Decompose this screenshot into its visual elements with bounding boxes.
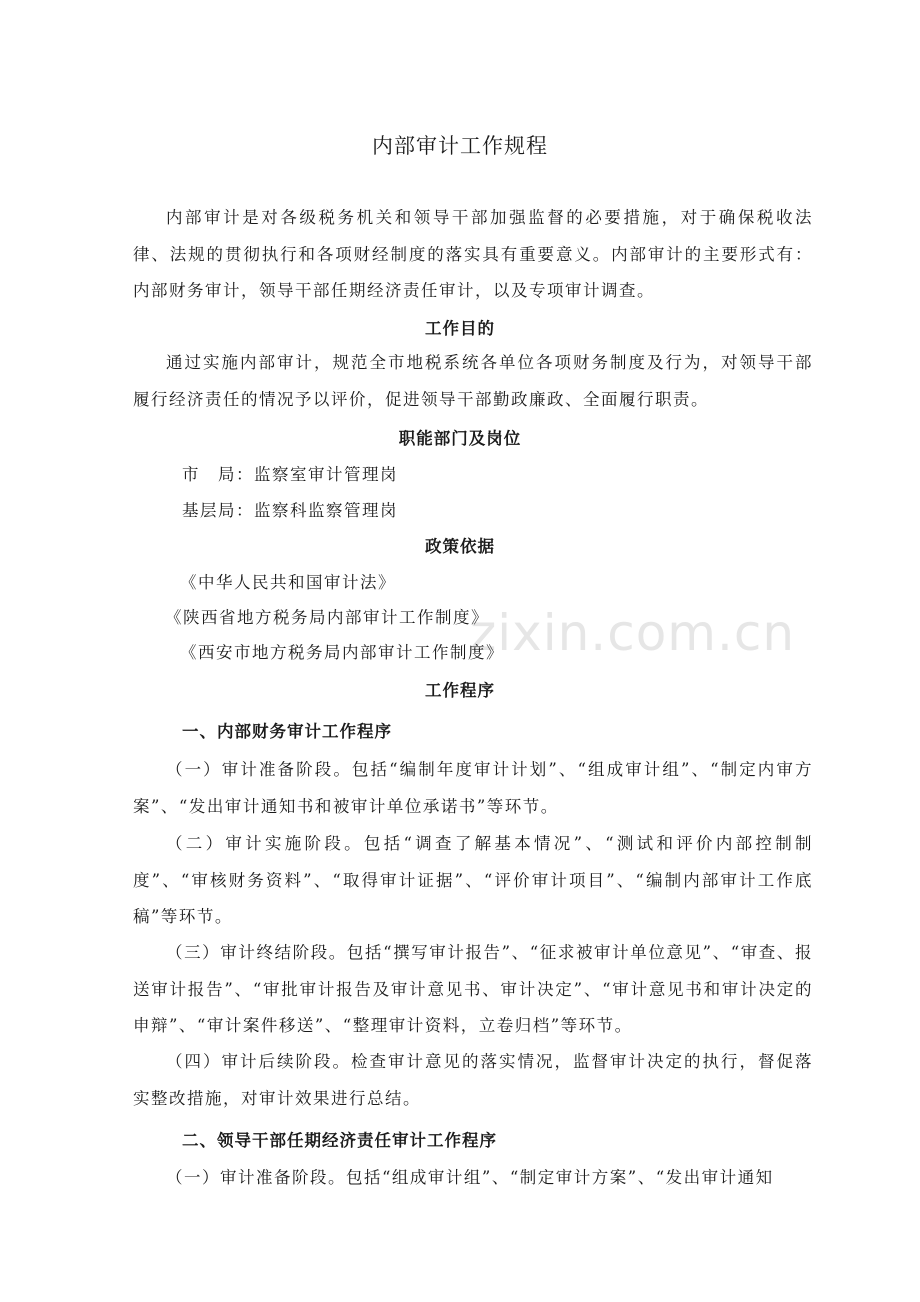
- section-1-paragraph-2: （二）审计实施阶段。包括“调查了解基本情况”、“测试和评价内部控制制度”、“审核财务资料”、“取得审计证据”、“评价审计项目”、“编制内部审计工作底稿”等环节。: [133, 834, 813, 926]
- section-1-paragraph-4: （四）审计后续阶段。检查审计意见的落实情况，监督审计决定的执行，督促落实整改措施，对审计效果进行总结。: [133, 1052, 813, 1108]
- heading-procedure: 工作程序: [425, 681, 495, 700]
- section-1-title: 一、内部财务审计工作程序: [182, 722, 392, 741]
- policy-item-1: 《中华人民共和国审计法》: [180, 573, 396, 592]
- purpose-paragraph: 通过实施内部审计，规范全市地税系统各单位各项财务制度及行为，对领导干部履行经济责任的情况予以评价，促进领导干部勤政廉政、全面履行职责。: [133, 353, 813, 409]
- policy-item-3: 《西安市地方税务局内部审计工作制度》: [180, 643, 504, 662]
- dept-city-line: 市 局：监察室审计管理岗: [182, 465, 398, 484]
- section-1-paragraph-1: （一）审计准备阶段。包括“编制年度审计计划”、“组成审计组”、“制定内审方案”、“发出审计通知书和被审计单位承诺书”等环节。: [133, 760, 813, 816]
- section-2-title: 二、领导干部任期经济责任审计工作程序: [182, 1131, 497, 1150]
- document-title: 内部审计工作规程: [372, 134, 548, 158]
- section-2-paragraph-1: （一）审计准备阶段。包括“组成审计组”、“制定审计方案”、“发出审计通知: [166, 1168, 774, 1187]
- heading-department: 职能部门及岗位: [398, 429, 522, 448]
- heading-policy: 政策依据: [425, 537, 495, 556]
- heading-purpose: 工作目的: [425, 319, 495, 338]
- watermark: zixin.com.cn: [470, 604, 796, 662]
- section-1-paragraph-3: （三）审计终结阶段。包括“撰写审计报告”、“征求被审计单位意见”、“审查、报送审计报告”、“审批审计报告及审计意见书、审计决定”、“审计意见书和审计决定的申辩”、“审计案件移送”、“整理审计资料，立卷归档”等环节。: [133, 943, 813, 1035]
- policy-item-2: 《陕西省地方税务局内部审计工作制度》: [165, 608, 489, 627]
- dept-base-line: 基层局：监察科监察管理岗: [182, 501, 398, 520]
- intro-paragraph: 内部审计是对各级税务机关和领导干部加强监督的必要措施，对于确保税收法律、法规的贯彻执行和各项财经制度的落实具有重要意义。内部审计的主要形式有：内部财务审计，领导干部任期经济责任审计，以及专项审计调查。: [133, 208, 813, 300]
